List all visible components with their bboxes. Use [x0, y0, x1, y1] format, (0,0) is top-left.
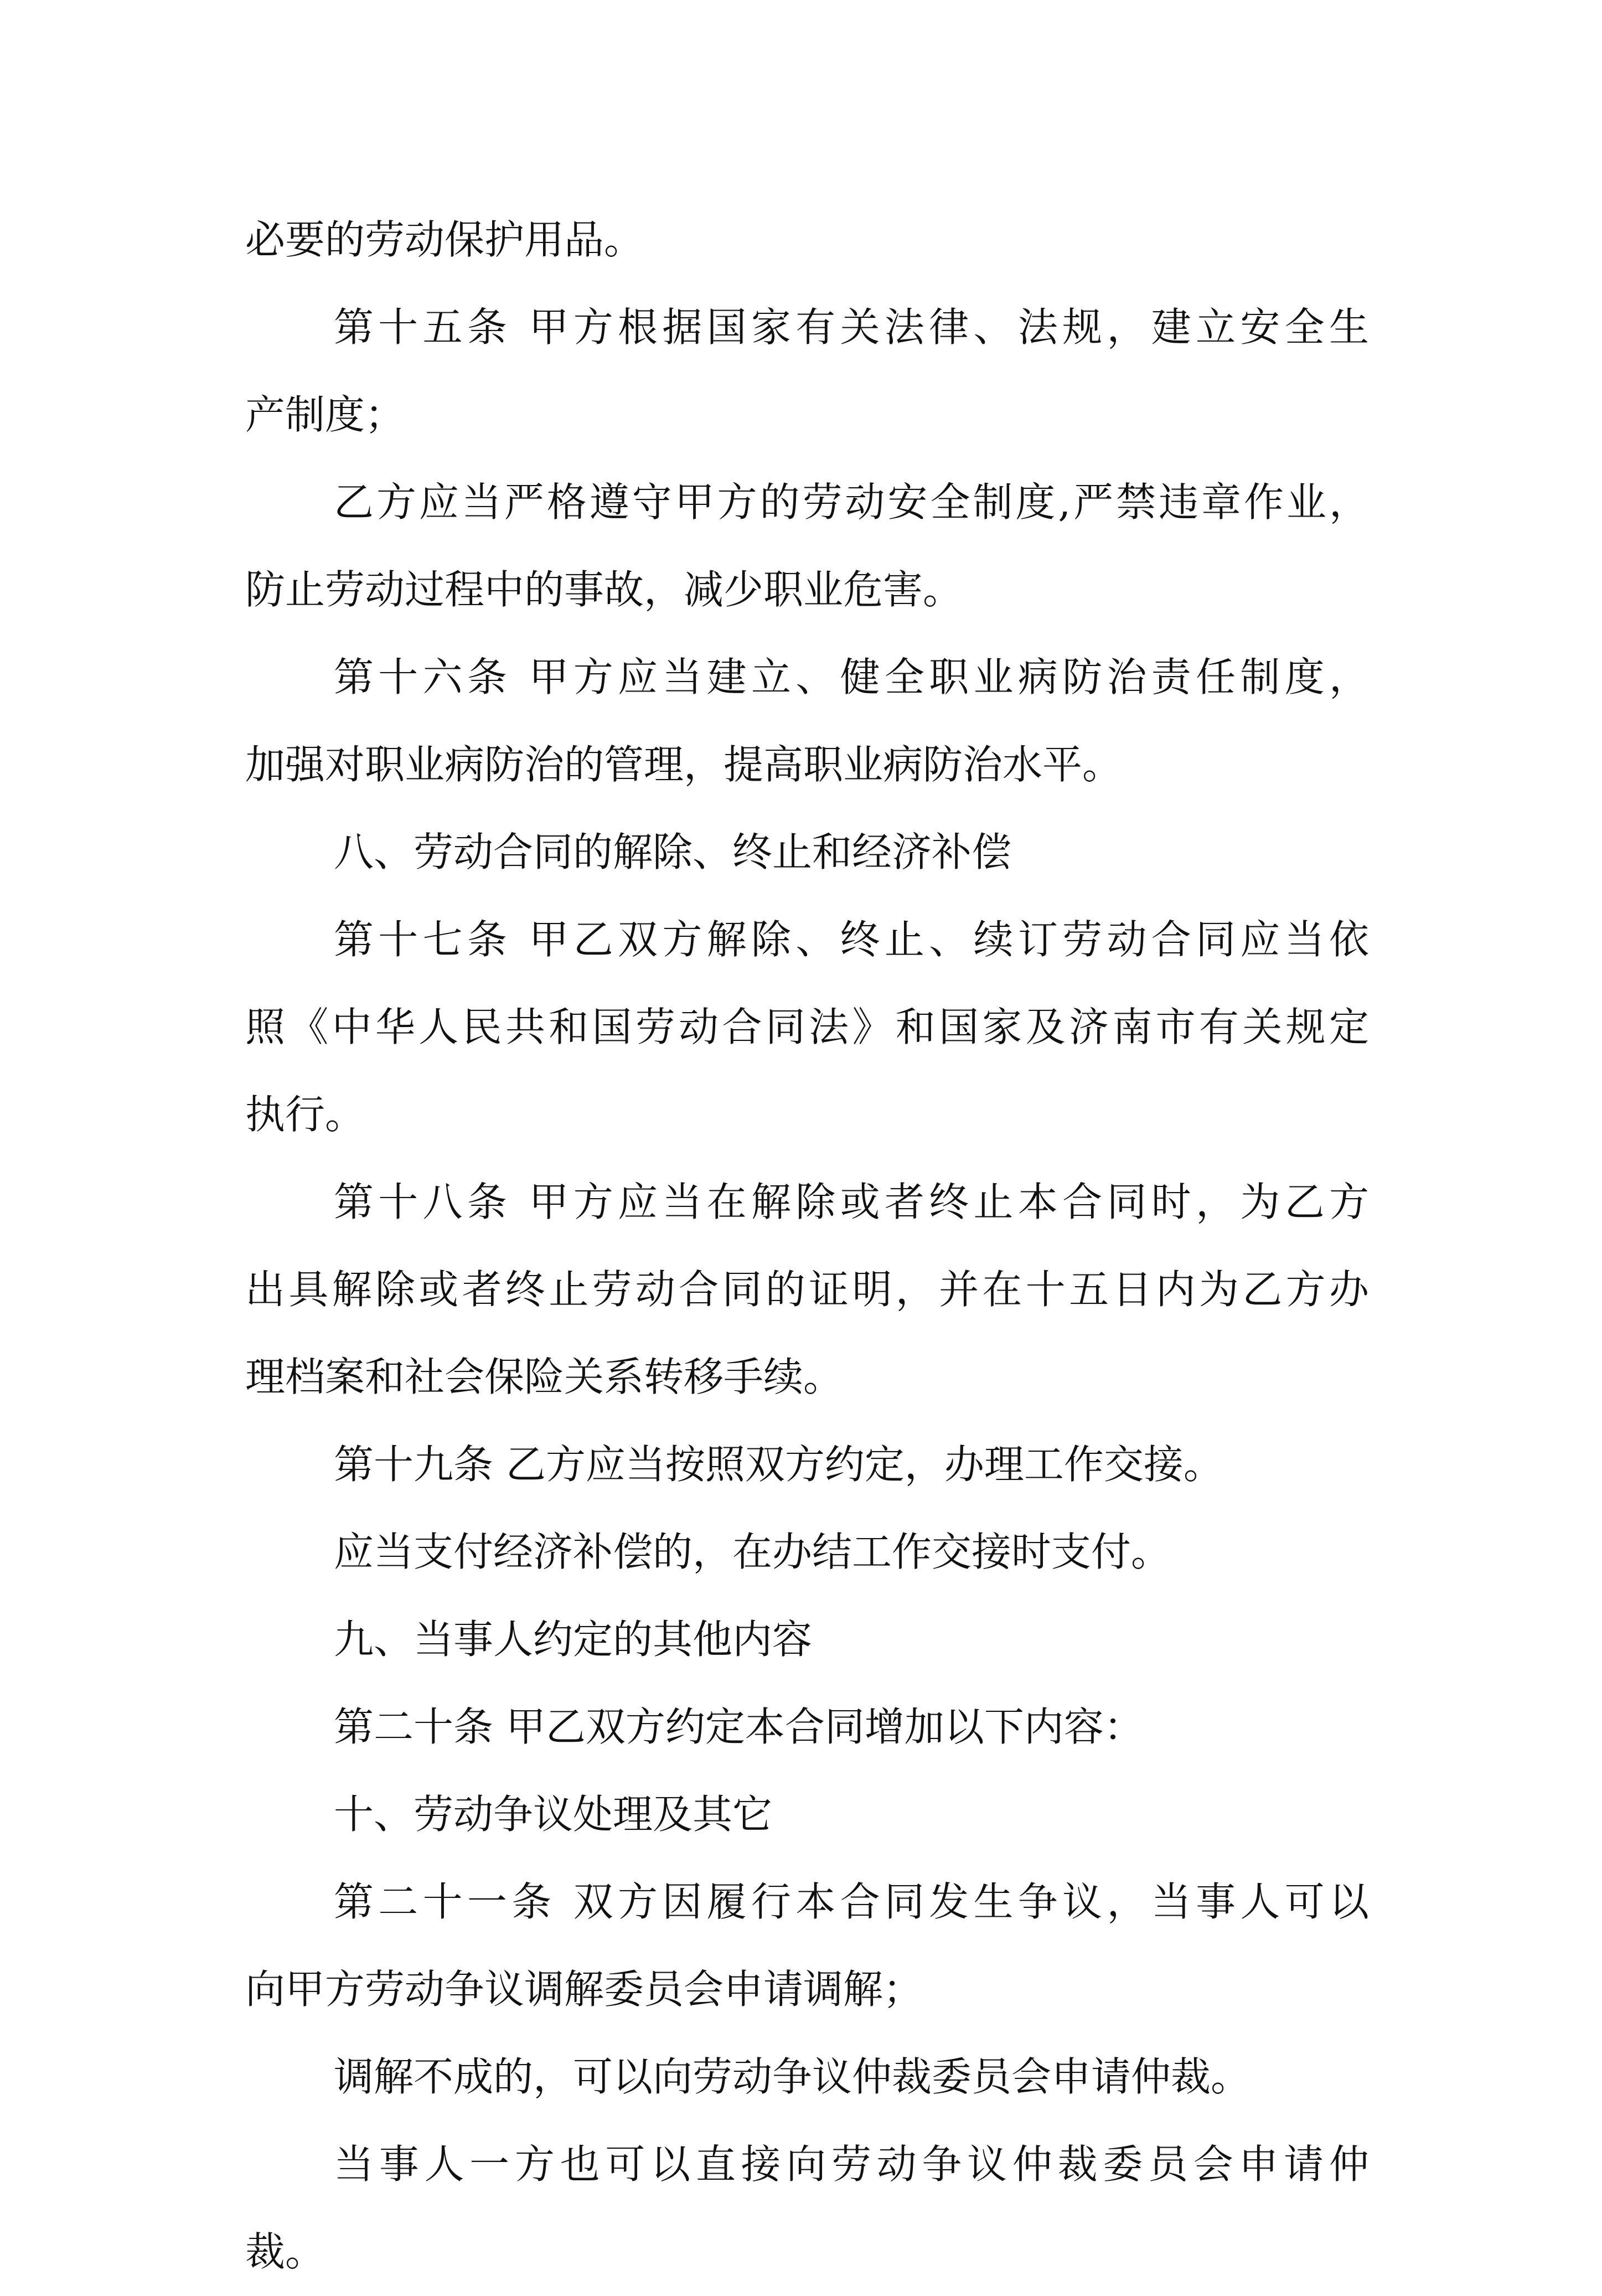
text-line: 加强对职业病防治的管理，提高职业病防治水平。	[245, 741, 1123, 788]
text-line: 出具解除或者终止劳动合同的证明，并在十五日内为乙方办	[245, 1266, 1369, 1313]
text-line: 第二十条 甲乙双方约定本合同增加以下内容：	[334, 1704, 1144, 1750]
text-line: 向甲方劳动争议调解委员会申请调解；	[245, 1966, 923, 2013]
text-line: 防止劳动过程中的事故，减少职业危害。	[245, 566, 963, 613]
text-line: 第十八条 甲方应当在解除或者终止本合同时，为乙方	[334, 1179, 1369, 1225]
text-line: 产制度；	[245, 391, 405, 438]
text-line: 第十六条 甲方应当建立、健全职业病防治责任制度，	[334, 654, 1369, 700]
text-line: 第十九条 乙方应当按照双方约定，办理工作交接。	[334, 1441, 1223, 1488]
text-line: 照《中华人民共和国劳动合同法》和国家及济南市有关规定	[245, 1004, 1369, 1050]
text-line: 调解不成的，可以向劳动争议仲裁委员会申请仲裁。	[334, 2053, 1251, 2100]
text-line: 第二十一条 双方因履行本合同发生争议，当事人可以	[334, 1879, 1369, 1925]
text-line: 理档案和社会保险关系转移手续。	[245, 1354, 844, 1400]
section-heading: 八、劳动合同的解除、终止和经济补偿	[334, 829, 1012, 875]
text-line: 裁。	[245, 2228, 325, 2275]
text-line: 必要的劳动保护用品。	[245, 216, 644, 263]
text-line: 应当支付经济补偿的，在办结工作交接时支付。	[334, 1529, 1171, 1575]
section-heading: 九、当事人约定的其他内容	[334, 1616, 813, 1663]
text-line: 执行。	[245, 1091, 365, 1138]
text-line: 第十五条 甲方根据国家有关法律、法规，建立安全生	[334, 304, 1369, 350]
text-line: 乙方应当严格遵守甲方的劳动安全制度,严禁违章作业，	[334, 479, 1369, 525]
text-line: 第十七条 甲乙双方解除、终止、续订劳动合同应当依	[334, 916, 1369, 963]
section-heading: 十、劳动争议处理及其它	[334, 1791, 773, 1838]
text-line: 当事人一方也可以直接向劳动争议仲裁委员会申请仲	[334, 2141, 1369, 2187]
